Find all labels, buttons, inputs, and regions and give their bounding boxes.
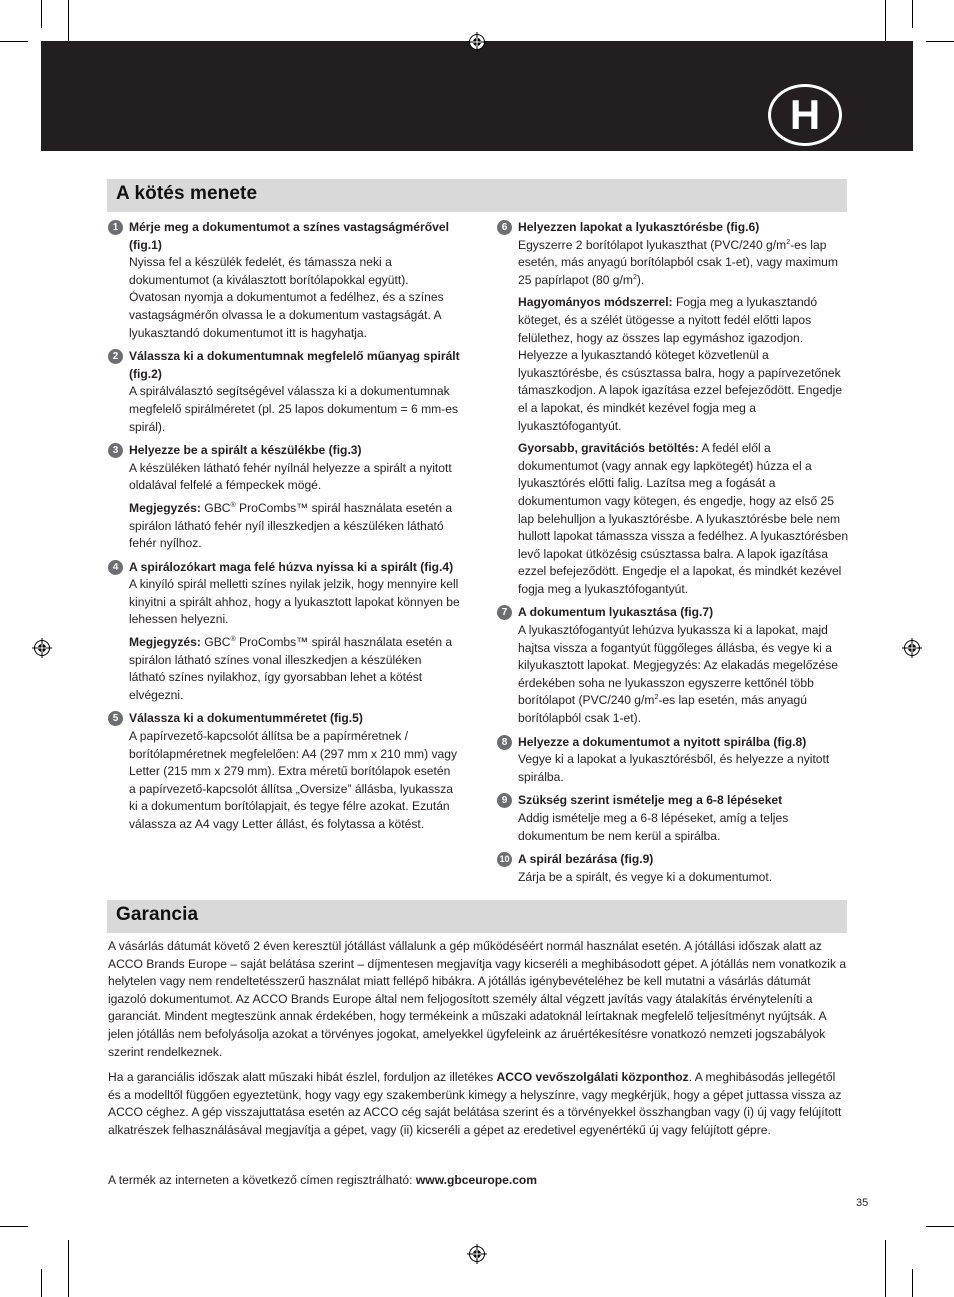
note-label: Megjegyzés: — [129, 635, 201, 650]
crop-mark — [912, 1269, 913, 1297]
registration-mark-icon — [902, 638, 922, 658]
brand-name: GBC — [204, 635, 231, 650]
crop-mark — [0, 1226, 28, 1227]
registration-mark-icon — [467, 32, 487, 52]
crop-mark — [926, 1226, 954, 1227]
section-title: A kötés menete — [116, 183, 258, 204]
step-9 — [497, 792, 849, 845]
step-note — [129, 634, 460, 704]
step-number-icon: 3 — [108, 443, 123, 458]
page-number: 35 — [856, 1197, 869, 1209]
note-text: ProCombs™ spirál használata esetén a spirálon látható fehér nyíl illeszkedjen a készüléken látható fehér nyílhoz. — [129, 500, 453, 551]
step-body-text: ). — [636, 272, 645, 287]
step-number-icon: 8 — [497, 735, 512, 750]
step-body: A spirálválasztó segítségével válassza ki a dokumentumnak megfelelő spirálméretet (pl. 25 lapos dokumentum = 6 mm-es spirál). — [129, 384, 459, 434]
section-title: Garancia — [116, 904, 199, 925]
step-title: A spirálozókart maga felé húzva nyissa ki a spirált (fig.4) — [129, 559, 454, 574]
step-body-text: A lyukasztófogantyút lehúzva lyukassza ki a lapokat, majd hajtsa vissza a fogantyút függőleges állásba, és vegye ki a kilyukasztott lapokat. Megjegyzés: Az elakadás megelőzése érdekében soha ne lyukasszon egyszerre kettőnél több borítólapot (PVC/240 g/m — [518, 623, 838, 708]
step-title: Válassza ki a dokumentumméretet (fig.5) — [129, 711, 363, 726]
step-number-icon: 4 — [108, 560, 123, 575]
steps-column-left — [108, 219, 460, 840]
step-body-text: -es lap esetén, más anyagú borítólapból csak 1-et). — [518, 693, 807, 726]
method-traditional — [518, 294, 849, 435]
crop-mark — [912, 0, 913, 28]
registration-text: A termék az interneten a következő címen regisztrálható: — [108, 1173, 416, 1187]
crop-mark — [68, 1240, 69, 1297]
step-body: A kinyíló spirál melletti színes nyilak jelzik, hogy mennyire kell kinyitni a spirált ahhoz, hogy a lyukasztott lapokat könnyen be lehessen helyezni. — [129, 577, 460, 627]
note-label: Megjegyzés: — [129, 500, 201, 515]
warranty-text — [108, 938, 850, 1148]
step-number-icon: 5 — [108, 711, 123, 726]
warranty-text-part: Ha a garanciális időszak alatt műszaki hibát észlel, forduljon az illetékes — [108, 1070, 497, 1085]
step-body: Addig ismételje meg a 6-8 lépéseket, amíg a teljes dokumentum be nem kerül a spirálba. — [518, 811, 789, 843]
registration-line — [108, 1172, 537, 1190]
crop-mark — [885, 1240, 886, 1297]
registration-mark-icon — [32, 638, 52, 658]
step-number-icon: 6 — [497, 220, 512, 235]
step-title: Helyezze be a spirált a készülékbe (fig.3) — [129, 443, 362, 458]
step-body: Vegye ki a lapokat a lyukasztórésből, és helyezze a nyitott spirálba. — [518, 752, 830, 784]
service-center-name: ACCO vevőszolgálati központhoz — [496, 1070, 689, 1085]
step-8 — [497, 734, 849, 787]
section-header-warranty — [107, 900, 847, 933]
method-text: A fedél elől a dokumentumot (vagy annak egy lapkötegét) húzza el a lyukasztórés előtti falig. Lazítsa meg a fogását a dokumentumon vagy kötegen, és engedje, hogy az első 25 lap belehulljon a lyukasztórésbe. A lyukasztórésbe bele nem hullott lapokat támassza vissza a fedélhez. A lyukasztórésben levő lapokat ütközésig csúsztassa balra. A lapok igazítása ezzel befejeződött. Engedje el a lapokat, és mindkét kezével fogja meg a lyukasztófogantyút. — [518, 441, 849, 596]
step-title: Helyezze a dokumentumot a nyitott spirálba (fig.8) — [518, 734, 807, 749]
step-1 — [108, 219, 460, 342]
step-body: Zárja be a spirált, és vegye ki a dokumentumot. — [518, 869, 773, 884]
step-6 — [497, 219, 849, 598]
step-number-icon: 10 — [497, 852, 512, 867]
superscript: 2 — [654, 694, 659, 702]
step-4 — [108, 559, 460, 705]
warranty-paragraph: A vásárlás dátumát követő 2 éven keresztül jótállást vállalunk a gép működéséért normál használat esetén. A jótállási időszak alatt az ACCO Brands Europe – saját belátása szerint – díjmentesen megjavítja vagy kicseréli a meghibásodott gépet. A jótállás nem vonatkozik a helytelen vagy nem rendeltetésszerű használat miatt fellépő hibákra. A jótállás igénybevételéhez be kell mutatni a vásárlás dátumát igazoló dokumentumot. Az ACCO Brands Europe által nem feljogosított személy által végzett javítás vagy átalakítás érvényteleníti a garanciát. Mindent megteszünk annak érdekében, hogy termékeink a műszaki adatoknál leírtaknak megfelelő teljesítményt nyújtsák. A jelen jótállás nem befolyásolja azokat a törvényes jogokat, amelyekkel ügyfeleink az áruértékesítésre vonatkozó nemzeti jogszabályok szerint rendelkeznek. — [108, 939, 847, 1059]
step-5 — [108, 710, 460, 833]
step-3 — [108, 442, 460, 553]
step-title: A dokumentum lyukasztása (fig.7) — [518, 605, 714, 620]
crop-mark — [926, 41, 954, 42]
step-title: Mérje meg a dokumentumot a színes vastagságmérővel (fig.1) — [129, 220, 449, 252]
warranty-text-part: . A meghibásodás jellegétől és a modelltől függően egyeztetünk, hogy vagy egy szakemberünk kimegy a helyszínre, vagy megkérjük, hogy a gépet juttassa vissza az ACCO céghez. A gép visszajuttatása esetén az ACCO cég saját belátása szerint és a törvényekkel összhangban vagy (i) új vagy felújított alkatrészek felhasználásával megjavítja a gépet, vagy (ii) kicseréli a gépet az eredetivel egyenértékű új vagy felújított gépre. — [108, 1070, 842, 1137]
crop-mark — [41, 1269, 42, 1297]
registered-mark: ® — [230, 501, 236, 509]
registered-mark: ® — [230, 636, 236, 644]
method-label: Hagyományos módszerrel: — [518, 295, 673, 310]
step-2 — [108, 348, 460, 436]
superscript: 2 — [786, 238, 791, 246]
step-number-icon: 9 — [497, 793, 512, 808]
language-badge: H — [768, 84, 842, 146]
crop-mark — [0, 41, 28, 42]
method-gravity — [518, 440, 849, 598]
step-title: Helyezzen lapokat a lyukasztórésbe (fig.6) — [518, 220, 760, 234]
note-text: ProCombs™ spirál használata esetén a spirálon látható színes vonal illeszkedjen a készüléken látható színes nyilakhoz, így gyorsabban lehet a kötést elvégezni. — [129, 635, 453, 702]
registration-url: www.gbceurope.com — [415, 1173, 538, 1187]
step-number-icon: 2 — [108, 349, 123, 364]
method-label: Gyorsabb, gravitációs betöltés: — [518, 441, 699, 456]
step-title: A spirál bezárása (fig.9) — [518, 852, 654, 867]
step-number-icon: 1 — [108, 220, 123, 235]
step-note — [129, 500, 460, 553]
warranty-paragraph — [108, 1069, 850, 1139]
crop-mark — [41, 0, 42, 28]
step-body — [518, 622, 849, 728]
method-text: Fogja meg a lyukasztandó köteget, és a szélét ütögesse a nyitott fedél előtti lapos felülethez, hogy az összes lap egymáshoz igazodjon. Helyezze a lyukasztandó köteget közvetlenül a lyukasztórésbe, és csúsztassa balra, hogy a papírvezetőnek támaszkodjon. A lapok igazítása ezzel befejeződött. Engedje el a lapokat, és mindkét kezével fogja meg a lyukasztófogantyút. — [518, 295, 843, 433]
step-7 — [497, 604, 849, 727]
step-body — [518, 237, 849, 290]
step-body: A papírvezető-kapcsolót állítsa be a papírméretnek / borítólapméretnek megfelelően: A4 (297 mm x 210 mm) vagy Letter (215 mm x 279 mm). Extra méretű borítólapok esetén a papírvezető-kapcsolót állítsa „Oversize” állásba, lyukassza ki a dokumentum borítólapjait, és tegye félre azokat. Ezután válassza az A4 vagy Letter állást, és folytassa a kötést. — [129, 729, 458, 831]
step-number-icon: 7 — [497, 605, 512, 620]
brand-name: GBC — [204, 500, 231, 515]
superscript: 2 — [632, 273, 637, 281]
step-title: Szükség szerint ismételje meg a 6-8 lépéseket — [518, 793, 783, 808]
section-header-binding — [107, 179, 847, 212]
step-title: Válassza ki a dokumentumnak megfelelő műanyag spirált (fig.2) — [129, 349, 460, 381]
step-body: Nyissa fel a készülék fedelét, és támassza neki a dokumentumot (a kiválasztott borítólapokkal együtt). Óvatosan nyomja a dokumentumot a fedélhez, és a színes vastagságmérőn olvassa le a dokumentum vastagságát. A lyukasztandó dokumentumot itt is hagyhatja. — [129, 255, 444, 340]
registration-mark-icon — [467, 1244, 487, 1264]
step-body-text: -es lap esetén, más anyagú borítólapból csak 1-et), vagy maximum 25 papírlapot (80 g/m — [518, 237, 838, 287]
step-body: A készüléken látható fehér nyílnál helyezze a spirált a nyitott oldalával felfelé a fémpeckek mögé. — [129, 460, 452, 493]
step-body-text: Egyszerre 2 borítólapot lyukaszthat (PVC/240 g/m — [518, 237, 787, 252]
steps-column-right — [497, 219, 849, 892]
step-10 — [497, 851, 849, 886]
